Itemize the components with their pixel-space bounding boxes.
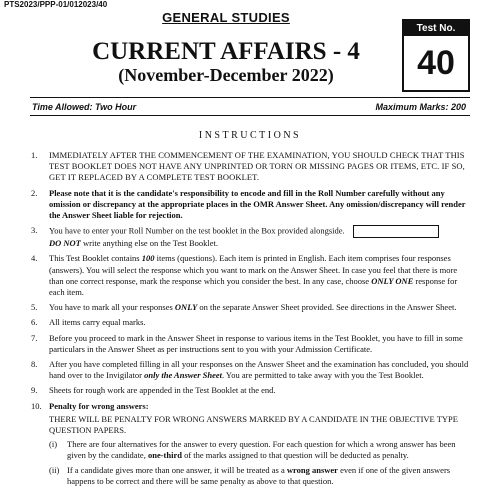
item-text [49, 359, 473, 381]
item-number: 6. [31, 317, 38, 328]
item-text-part: write anything else on the Test Booklet. [80, 238, 218, 249]
item-emphasis: wrong answer [286, 464, 338, 475]
item-text-part: After you have completed filling in all your responses on the Answer Sheet and the examination has concluded, you should hand over to the Invigilator [49, 359, 469, 381]
penalty-subitem [49, 465, 473, 487]
item-emphasis: one-third [147, 450, 182, 461]
item-number: 7. [31, 332, 38, 343]
test-number-box [402, 19, 470, 92]
item-text [49, 302, 473, 313]
penalty-heading: Penalty for wrong answers: [49, 400, 149, 411]
instruction-item [31, 225, 473, 249]
item-text-part: If a candidate gives more than one answer, it will be treated as a [67, 464, 287, 475]
subitem-text [67, 439, 473, 461]
item-text-part: There are four alternatives for the answer to every question. For each question for which a wrong answer has been given by the candidate, [67, 439, 456, 461]
paper-title: CURRENT AFFAIRS - 4 [92, 38, 360, 65]
item-number: 4. [31, 253, 38, 264]
item-emphasis: ONLY [174, 302, 198, 313]
instruction-item [31, 359, 473, 381]
instruction-item [31, 317, 473, 328]
instruction-item [31, 302, 473, 313]
header-divider-bottom [30, 115, 470, 116]
item-number: 2. [31, 187, 38, 198]
item-emphasis: ONLY ONE [371, 275, 414, 286]
subitem-number: (i) [49, 439, 58, 450]
instruction-item [31, 253, 473, 298]
header-divider-top [30, 97, 470, 98]
item-text-part: . You are permitted to take away with you the Test Booklet. [222, 370, 424, 381]
test-number: 40 [417, 44, 455, 82]
instruction-item [31, 188, 473, 222]
item-text: IMMEDIATELY AFTER THE COMMENCEMENT OF THE EXAMINATION, YOU SHOULD CHECK THAT THIS TEST BOOKLET DOES NOT HAVE ANY UNPRINTED OR TORN OR MISSING PAGES OR ITEMS, ETC. IF SO, GET IT REPLACED BY A COMPLETE TEST BOOKLET. [49, 150, 465, 183]
item-text-part: on the separate Answer Sheet provided. See directions in the Answer Sheet. [197, 302, 457, 313]
time-allowed: Time Allowed: Two Hour [32, 102, 137, 112]
subject-heading: GENERAL STUDIES [162, 10, 290, 25]
item-text [49, 225, 473, 249]
instruction-item [31, 150, 473, 184]
booklet-code: PTS2023/PPP-01/012023/40 [4, 0, 108, 9]
subitem-text [67, 465, 473, 487]
item-number: 3. [31, 225, 38, 236]
item-emphasis: only the Answer Sheet [144, 370, 222, 381]
instructions-heading: INSTRUCTIONS [198, 130, 302, 141]
item-text-part: You have to mark all your responses [49, 302, 175, 313]
test-number-label: Test No. [404, 21, 468, 36]
item-emphasis: 100 [141, 253, 155, 264]
instruction-item [31, 401, 473, 412]
item-number: 8. [31, 359, 38, 370]
instructions-list [31, 150, 473, 487]
item-text: Please note that it is the candidate's responsibility to encode and fill in the Roll Number carefully without any omission or discrepancy at the appropriate places in the OMR Answer Sheet. Any omission/discrepancy will render the Answer Sheet liable for rejection. [49, 187, 466, 221]
item-text-part: of the marks assigned to that question will be deducted as penalty. [181, 450, 409, 461]
penalty-notice: THERE WILL BE PENALTY FOR WRONG ANSWERS MARKED BY A CANDIDATE IN THE OBJECTIVE TYPE QUESTION PAPERS. [49, 413, 458, 436]
instruction-item [31, 385, 473, 396]
item-text-part: This Test Booklet contains [49, 253, 142, 264]
instruction-item [31, 333, 473, 355]
item-number: 10. [31, 400, 42, 411]
item-text-part: even if one of the given answers happens to be correct and there will be same penalty as above to that question. [67, 464, 451, 486]
item-number: 1. [31, 150, 38, 160]
item-text: Before you proceed to mark in the Answer Sheet in response to various items in the Test Booklet, you have to fill in some particulars in the Answer Sheet as per instructions sent to you with your Admission Certificate. [49, 332, 463, 354]
subitem-number: (ii) [49, 464, 60, 475]
item-emphasis: DO NOT [49, 238, 81, 249]
maximum-marks: Maximum Marks: 200 [375, 102, 466, 112]
item-number: 9. [31, 385, 38, 396]
item-text [49, 253, 473, 298]
item-number: 5. [31, 302, 38, 313]
item-text-part: response for each item. [49, 275, 458, 298]
item-text: Sheets for rough work are appended in the Test Booklet at the end. [49, 385, 276, 396]
paper-subtitle: (November-December 2022) [118, 65, 334, 85]
item-text: All items carry equal marks. [49, 317, 146, 328]
item-text-part: items (questions). Each item is printed in English. Each item comprises four responses (answers). You will select the response which you want to mark on the Answer Sheet. In case you feel that there is more than one correct response, mark the response which you consider the best. In any case, choose [49, 253, 458, 286]
penalty-subitem [49, 439, 473, 461]
item-text-part: You have to enter your Roll Number on the test booklet in the Box provided alongside. [49, 225, 347, 236]
roll-number-box[interactable] [353, 225, 439, 238]
